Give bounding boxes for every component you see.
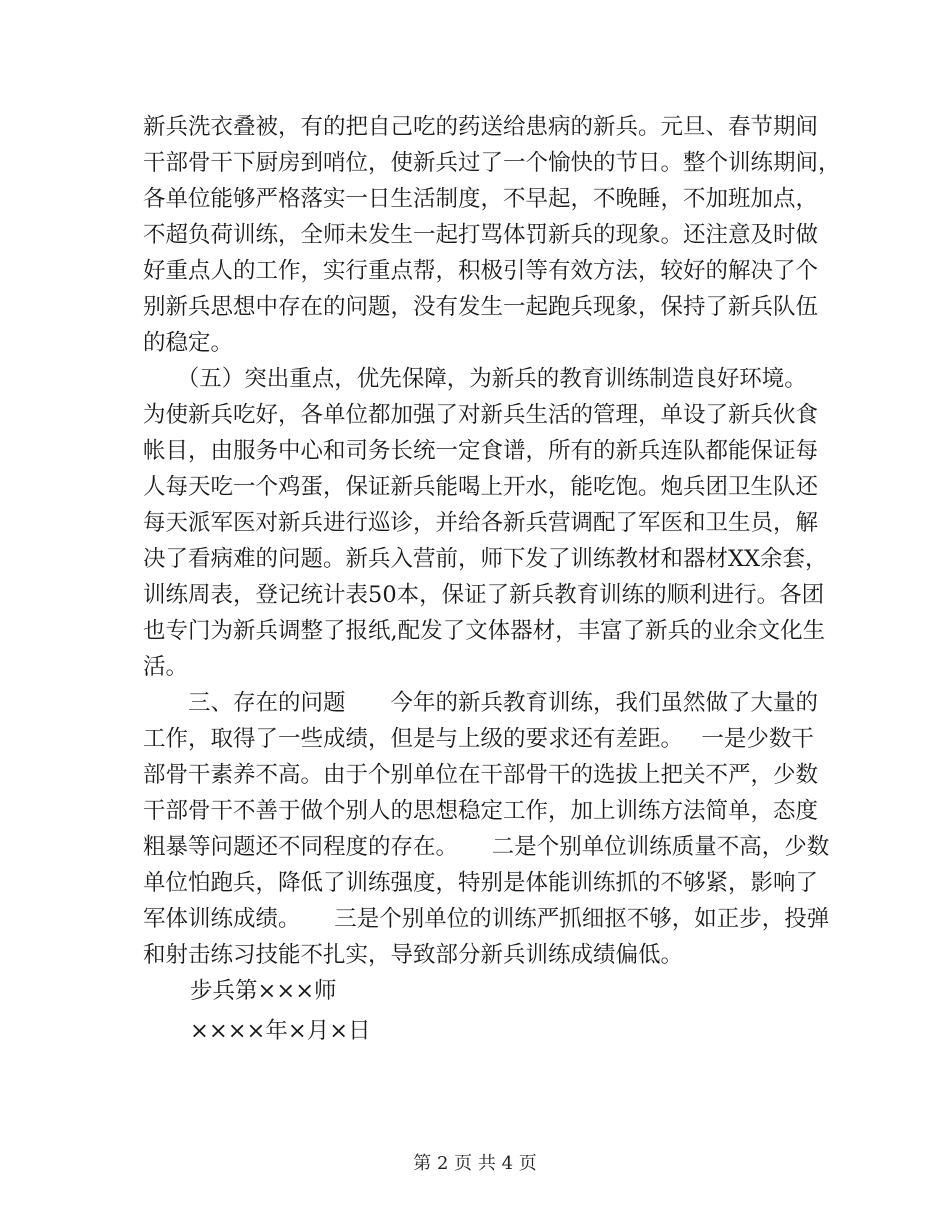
signature-unit: 步兵第×××师 <box>190 978 337 1004</box>
page-number-footer: 第 2 页 共 4 页 <box>413 1153 537 1174</box>
text-line: 帐目，由服务中心和司务长统一定食谱，所有的新兵连队都能保证每 <box>143 438 819 464</box>
text-line: 部骨干素养不高。由于个别单位在干部骨干的选拔上把关不严，少数 <box>143 762 819 788</box>
text-line: 单位怕跑兵，降低了训练强度，特别是体能训练抓的不够紧，影响了 <box>143 870 819 896</box>
text-line: 新兵洗衣叠被，有的把自己吃的药送给患病的新兵。元旦、春节期间 <box>143 114 819 140</box>
signature-block <box>190 971 371 1051</box>
text-line: 别新兵思想中存在的问题，没有发生一起跑兵现象，保持了新兵队伍 <box>143 294 819 320</box>
text-line: 军体训练成绩。 三是个别单位的训练严抓细抠不够，如正步，投弹 <box>143 906 830 932</box>
text-line: 工作，取得了一些成绩，但是与上级的要求还有差距。 一是少数干 <box>143 726 814 752</box>
text-line: 和射击练习技能不扎实，导致部分新兵训练成绩偏低。 <box>143 942 684 968</box>
text-line: 每天派军医对新兵进行巡诊，并给各新兵营调配了军医和卫生员，解 <box>143 510 819 536</box>
text-line: 各单位能够严格落实一日生活制度，不早起，不晚睡，不加班加点， <box>143 186 819 212</box>
text-line: 训练周表，登记统计表50本，保证了新兵教育训练的顺利进行。各团 <box>143 582 825 608</box>
text-line: 干部骨干下厨房到哨位，使新兵过了一个愉快的节日。整个训练期间， <box>143 150 841 176</box>
signature-date: ××××年×月×日 <box>190 1018 371 1044</box>
section-heading-line: （五）突出重点，优先保障，为新兵的教育训练制造良好环境。 <box>143 366 807 392</box>
text-line: 粗暴等问题还不同程度的存在。 二是个别单位训练质量不高，少数 <box>143 834 830 860</box>
text-line: 的稳定。 <box>143 330 234 356</box>
text-line: 也专门为新兵调整了报纸,配发了文体器材，丰富了新兵的业余文化生 <box>143 618 826 644</box>
text-line: 为使新兵吃好，各单位都加强了对新兵生活的管理，单设了新兵伙食 <box>143 402 819 428</box>
document-body <box>143 109 841 973</box>
text-line: 干部骨干不善于做个别人的思想稳定工作，加上训练方法简单，态度 <box>143 798 819 824</box>
text-line: 人每天吃一个鸡蛋，保证新兵能喝上开水，能吃饱。炮兵团卫生队还 <box>143 474 819 500</box>
text-line: 决了看病难的问题。新兵入营前，师下发了训练教材和器材XX余套， <box>143 546 828 572</box>
section-heading-line: 三、存在的问题 今年的新兵教育训练，我们虽然做了大量的 <box>143 690 819 716</box>
text-line: 活。 <box>143 654 189 680</box>
text-line: 不超负荷训练，全师未发生一起打骂体罚新兵的现象。还注意及时做 <box>143 222 819 248</box>
text-line: 好重点人的工作，实行重点帮，积极引等有效方法，较好的解决了个 <box>143 258 819 284</box>
